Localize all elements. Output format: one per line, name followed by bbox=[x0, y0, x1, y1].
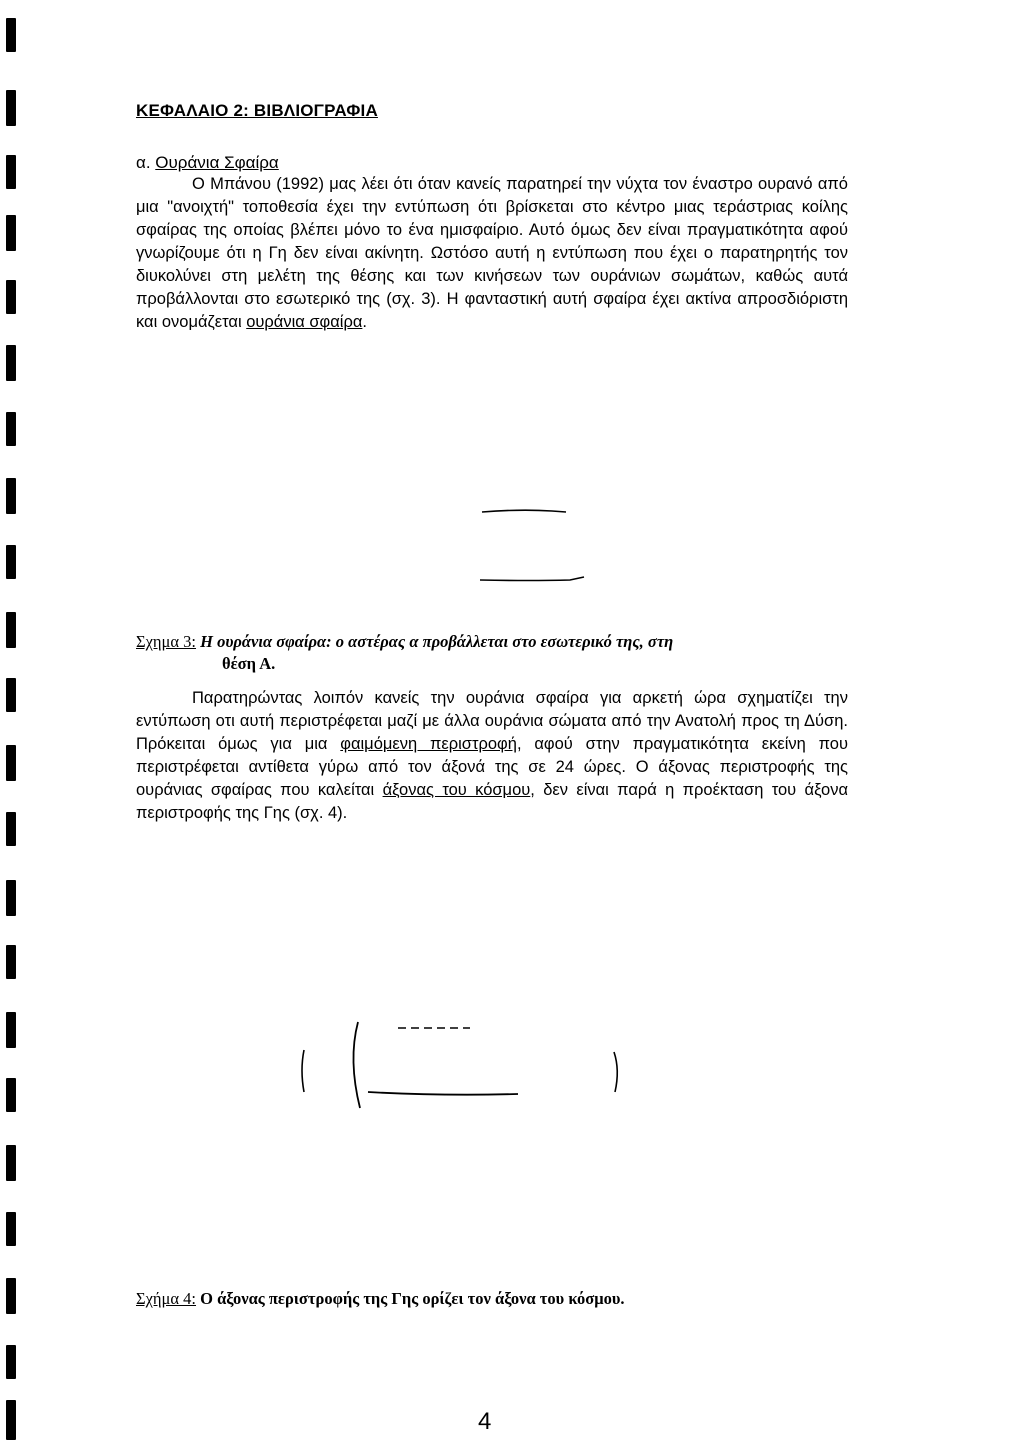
binder-hole bbox=[6, 1145, 16, 1181]
figure-4-horizon-line bbox=[368, 1092, 518, 1095]
page-number: 4 bbox=[478, 1408, 492, 1435]
binder-hole bbox=[6, 1345, 16, 1379]
binder-hole bbox=[6, 90, 16, 126]
paragraph-apparent-rotation: Παρατηρώντας λοιπόν κανείς την ουράνια σφαίρα για αρκετή ώρα σχηματίζει την εντύπωση οτι αυτή περιστρέφεται μαζί με άλλα ουράνια σώματα από την Ανατολή προς τη Δύση. Πρόκειται όμως για μια φαιμόμενη περιστροφή, αφού στην πραγματικότητα εκείνη που περιστρέφεται αντίθετα γύρω από τον άξονά της σε 24 ώρες. Ο άξονας περιστροφής της ουράνιας σφαίρας που καλείται άξονας του κόσμου, δεν είναι παρά η προέκταση του άξονα περιστροφής της Γης (σχ. 4). bbox=[136, 689, 848, 822]
binder-hole bbox=[6, 612, 16, 648]
figure-3-line-upper bbox=[482, 510, 566, 512]
figure-4-text: Ο άξονας περιστροφής της Γης ορίζει τον άξονα του κόσμου. bbox=[196, 1289, 625, 1308]
term-celestial-sphere: ουράνια σφαίρα bbox=[246, 313, 363, 331]
binder-hole bbox=[6, 1012, 16, 1048]
figure-3-text: Η ουράνια σφαίρα: ο αστέρας α προβάλλεται στο εσωτερικό της, στη bbox=[196, 632, 674, 651]
figure-4-right-arc bbox=[614, 1052, 617, 1092]
binder-hole bbox=[6, 345, 16, 381]
binder-hole bbox=[6, 1212, 16, 1246]
binder-hole bbox=[6, 812, 16, 846]
binder-hole bbox=[6, 745, 16, 781]
binder-hole bbox=[6, 1400, 16, 1440]
figure-4-label: Σχήμα 4: bbox=[136, 1289, 197, 1308]
section-title: Ουράνια Σφαίρα bbox=[155, 153, 279, 172]
figure-4-left-arc bbox=[302, 1050, 304, 1092]
binder-hole bbox=[6, 280, 16, 314]
figure-4-caption bbox=[136, 1288, 856, 1310]
term-world-axis: άξονας του κόσμου bbox=[382, 781, 531, 799]
figure-4-inner-arc bbox=[353, 1022, 360, 1108]
figure-4-sketch bbox=[290, 1010, 630, 1110]
section-prefix: α. bbox=[136, 153, 156, 172]
binder-hole bbox=[6, 545, 16, 579]
paragraph-celestial-sphere: Ο Μπάνου (1992) μας λέει ότι όταν κανείς παρατηρεί την νύχτα τον έναστρο ουρανό από μια "ανοιχτή" τοποθεσία έχει την εντύπωση ότι βρίσκεται στο κέντρο μιας τεράστριας κοίλης σφαίρας της οποίας βλέπει μόνο το ένα ημισφαίριο. Αυτό όμως δεν είναι πραγματικότητα αφού γνωρίζουμε ότι η Γη δεν είναι ακίνητη. Ωστόσο αυτή η εντύπωση που έχει ο παρατηρητής τον διυκολύνει στη μελέτη της θέσης και των κινήσεων των ουράνιων σωμάτων, καθώς αυτά προβάλλονται στο εσωτερικό της (σχ. 3). Η φανταστική αυτή σφαίρα έχει ακτίνα απροσδιόριστη και ονομάζεται ουράνια σφαίρα. bbox=[136, 175, 848, 331]
binder-hole bbox=[6, 945, 16, 979]
binder-hole bbox=[6, 478, 16, 514]
binder-hole bbox=[6, 1278, 16, 1314]
binder-hole bbox=[6, 18, 16, 52]
figure-3-label: Σχημα 3: bbox=[136, 632, 197, 651]
binder-hole bbox=[6, 215, 16, 251]
figure-3-line-lower bbox=[480, 577, 584, 581]
binder-hole bbox=[6, 880, 16, 916]
figure-3-text-cont: θέση Α. bbox=[222, 654, 276, 673]
binder-hole bbox=[6, 1078, 16, 1112]
figure-3-caption bbox=[136, 631, 856, 675]
section-heading bbox=[136, 153, 279, 173]
binder-hole bbox=[6, 412, 16, 446]
paragraph-text: Ο Μπάνου (1992) μας λέει ότι όταν κανείς παρατηρεί την νύχτα τον έναστρο ουρανό από μια "ανοιχτή" τοποθεσία έχει την εντύπωση ότι βρίσκεται στο κέντρο μιας τεράστριας κοίλης σφαίρας της οποίας βλέπει μόνο το ένα ημισφαίριο. Αυτό όμως δεν είναι πραγματικότητα αφού γνωρίζουμε ότι η Γη δεν είναι ακίνητη. Ωστόσο αυτή η εντύπωση που έχει ο παρατηρητής τον διυκολύνει στη μελέτη της θέσης και των κινήσεων των ουράνιων σωμάτων, καθώς αυτά προβάλλονται στο εσωτερικό της (σχ. 3). Η φανταστική αυτή σφαίρα έχει ακτίνα απροσδιόριστη και ονομάζεται bbox=[136, 175, 848, 331]
term-apparent-rotation: φαιμόμενη περιστροφή bbox=[340, 735, 517, 753]
binder-margin bbox=[0, 0, 24, 1448]
chapter-title: ΚΕΦΑΛΑΙΟ 2: ΒΙΒΛΙΟΓΡΑΦΙΑ bbox=[136, 101, 378, 120]
binder-hole bbox=[6, 678, 16, 712]
binder-hole bbox=[6, 155, 16, 189]
figure-3-sketch bbox=[480, 500, 600, 590]
